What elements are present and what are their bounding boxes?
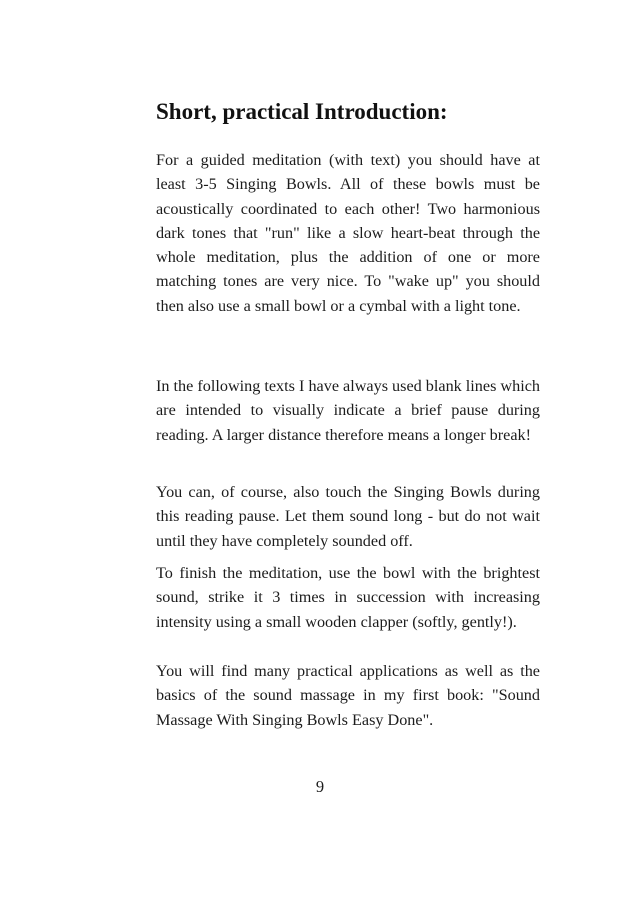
section-heading: Short, practical Introduction:	[156, 99, 448, 124]
paragraph-finish-meditation: To finish the meditation, use the bowl with the brightest sound, strike it 3 times in succession with increasing intensity using a small wooden clapper (softly, gently!).	[156, 564, 540, 631]
page-number: 9	[315, 777, 325, 796]
paragraph-blank-lines: In the following texts I have always used blank lines which are intended to visually indicate a brief pause during reading. A larger distance therefore means a longer break!	[156, 377, 540, 444]
paragraph-bowls-setup: For a guided meditation (with text) you should have at least 3-5 Singing Bowls. All of these bowls must be acoustically coordinated to each other! Two harmonious dark tones that "run" like a slow heart-beat through the whole meditation, plus the addition of one or more matching tones are very nice. To "wake up" you should then also use a small bowl or a cymbal with a light tone.	[156, 151, 540, 315]
page-content	[156, 96, 540, 729]
paragraph-first-book: You will find many practical applications as well as the basics of the sound massage in my first book: "Sound Massage With Singing Bowls Easy Done".	[156, 662, 540, 729]
paragraph-reading-pause: You can, of course, also touch the Singing Bowls during this reading pause. Let them sound long - but do not wait until they have completely sounded off.	[156, 483, 540, 550]
